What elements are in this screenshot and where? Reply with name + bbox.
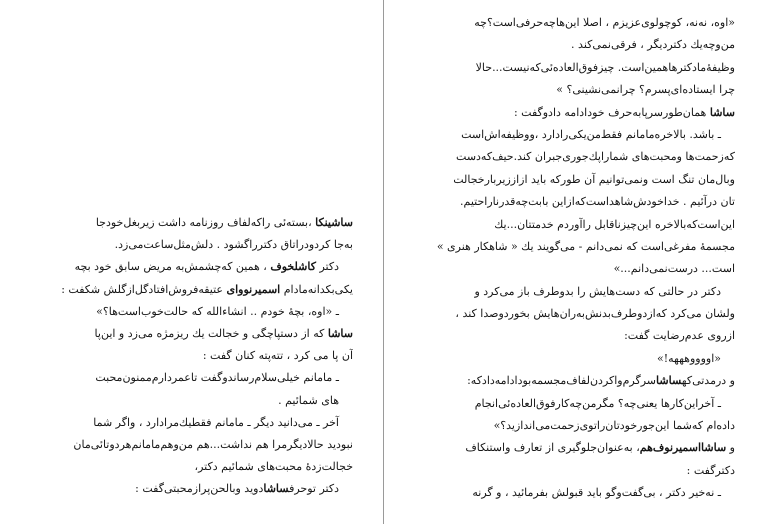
text-line (402, 258, 735, 280)
line-text: ـ مامانم خیلی‌سلام‌رساندوگفت تاعمردارم‌ممنون‌محبت‌ (95, 371, 339, 385)
line-text: ولشان می‌کرد که‌ازدوطرف‌بدنش‌به‌ران‌هایش بخوردوصدا کند ، (455, 307, 735, 321)
text-line (402, 482, 735, 504)
text-line (25, 478, 353, 500)
line-text: ـ باشد. بالاخره‌مامانم فقط‌من‌یکی‌رادارد ،و‌وظیفه‌اش‌است (461, 127, 721, 141)
line-text: دکتر توحرف (289, 482, 339, 496)
text-line (25, 456, 353, 478)
line-text: دکتر (315, 260, 339, 274)
line-text: نبودید حالادیگرمرا هم نداشت...هم من‌وهم‌مامانم‌هردوتائی‌مان (73, 437, 353, 451)
line-text: ، همین که‌چشمش‌به مریض سابق خود بچه (74, 260, 271, 274)
text-line (25, 345, 353, 367)
text-line (25, 234, 353, 256)
line-text: عتیقه‌فروش‌افتادگل‌ازگلش شکفت : (61, 282, 227, 296)
line-text: وظیفۀ‌مادکترهاهمین‌است. چیزفوق‌العاده‌ئی‌که‌نیست...حالا (475, 60, 735, 74)
line-text: ـ نه‌خیر دکتر ، بی‌گفت‌و‌گو باید قبولش بفرمائید ، و گرنه (472, 486, 721, 500)
text-line (402, 236, 735, 258)
line-text: آخر ـ می‌دانید دیگر ـ مامانم فقطیك‌مرادارد ، واگر شما (93, 415, 339, 429)
character-name: ساشا (263, 482, 290, 496)
text-line (402, 169, 735, 191)
text-line (25, 323, 353, 345)
text-line (402, 460, 735, 482)
text-line (402, 303, 735, 325)
text-line (402, 370, 735, 392)
left-page (0, 0, 383, 524)
text-line (402, 102, 735, 124)
line-text: تان درآئیم . خداخودش‌شاهداست‌که‌ازاین بابت‌چه‌قدرناراحتیم. (460, 195, 735, 209)
line-text: وبال‌مان تنگ است ونمی‌توانیم آن طورکه باید ازاززیربارخجالت (453, 172, 735, 186)
text-line (402, 415, 735, 437)
text-line (402, 79, 735, 101)
line-text: و (726, 441, 735, 455)
line-text: خجالت‌زدۀ محبت‌های شمائیم دکتر، (194, 460, 353, 474)
text-line (402, 191, 735, 213)
line-text: آن‌ پا می‌ کرد ، تته‌پته کنان گفت : (202, 349, 353, 363)
text-line (25, 301, 353, 323)
text-line (402, 12, 735, 34)
character-name: ساشا (656, 374, 682, 388)
line-text: چرا ایستاده‌ای‌پسرم؟ چرانمی‌نشینی؟ » (556, 83, 735, 97)
line-text: ،بسته‌ئی راکه‌لفاف روزنامه داشت زیربغل‌خودجا (95, 216, 316, 229)
text-line (25, 256, 353, 278)
character-name: ساشینکا (315, 216, 353, 229)
line-text: دوید وبالحن‌پرازمحبتی‌گفت : (135, 482, 264, 496)
right-page (384, 0, 768, 524)
line-text: این‌است‌که‌بالاخره این‌چیزناقابل راآوردم خدمتتان...یك (494, 217, 735, 231)
character-name: کاشلخوف (270, 260, 316, 274)
text-line (25, 212, 353, 234)
text-line (402, 34, 735, 56)
text-line (25, 279, 353, 301)
line-text: ـ آخراین‌کارها یعنی‌چه؟ مگرمن‌چه‌کارفوق‌العاده‌ئی‌انجام (474, 396, 721, 410)
line-text: ، به‌عنوان‌جلوگیری از تعارف واستنکاف (465, 441, 640, 455)
line-text: داده‌ام که‌شما این‌جورخودتان‌راتوی‌زحمت‌می‌اندازید؟» (493, 419, 735, 433)
text-line (402, 214, 735, 236)
line-text: است... درست‌نمی‌دانم...» (613, 262, 735, 276)
line-text: یکی‌بکدانه‌مادام (280, 282, 353, 296)
text-line (402, 325, 735, 347)
line-text: من‌وچه‌یك دکتردیگر ، فرقی‌نمی‌کند . (571, 38, 735, 52)
character-name: اسمیرنووای (226, 282, 281, 296)
text-line (25, 367, 353, 389)
text-line (402, 393, 735, 415)
text-line (402, 57, 735, 79)
line-text: به‌جا کردودراتاق دکتررا‌گشود . دلش‌مثل‌ساعت‌می‌زد. (114, 238, 353, 252)
line-text: همان‌طورسرپابه‌حرف خودادامه دادو‌گفت : (513, 105, 710, 119)
line-text: و درمدتی‌که (681, 374, 735, 388)
text-line (402, 146, 735, 168)
line-text: دکتر در حالتی که دست‌هایش را بدوطرف باز می‌کرد و (474, 284, 721, 298)
line-text: های شمائیم . (278, 393, 339, 407)
character-name: ساشا (709, 105, 735, 119)
character-name: ساشا (327, 326, 353, 340)
line-text: مجسمۀ مفرغی‌است که نمی‌دانم - می‌گویند یك « شاهکار هنری » (436, 239, 735, 253)
line-text: «اوه، نه‌نه، کوچولوی‌عزیزم ، اصلا این‌هاچه‌حرفی‌است؟چه (474, 16, 735, 29)
character-name: ساشااسمیرنوف‌هم (639, 441, 727, 455)
line-text: ـ «اوه، بچۀ خودم .. انشاءالله که حالت‌خوب‌است‌ها؟» (96, 304, 339, 318)
text-line (25, 434, 353, 456)
text-line (402, 281, 735, 303)
line-text: که از دستپاچگی و خجالت یك ریزمژه می‌زد و این‌پا (94, 326, 328, 340)
text-line (25, 412, 353, 434)
line-text: «اووووهههه!» (656, 351, 721, 365)
line-text: که‌زحمت‌ها ومحبت‌های شماراپك‌جوری‌جبران کند.حیف‌که‌دست (456, 150, 735, 164)
text-line (25, 390, 353, 412)
text-line (402, 437, 735, 459)
text-line (402, 348, 735, 370)
line-text: سرگرم‌واکردن‌لفاف‌مجسمه‌بودادامه‌داد‌که: (467, 374, 657, 388)
line-text: دکترگفت : (686, 463, 735, 477)
line-text: ازروی عدم‌رضایت گفت: (624, 329, 735, 343)
text-line (402, 124, 735, 146)
